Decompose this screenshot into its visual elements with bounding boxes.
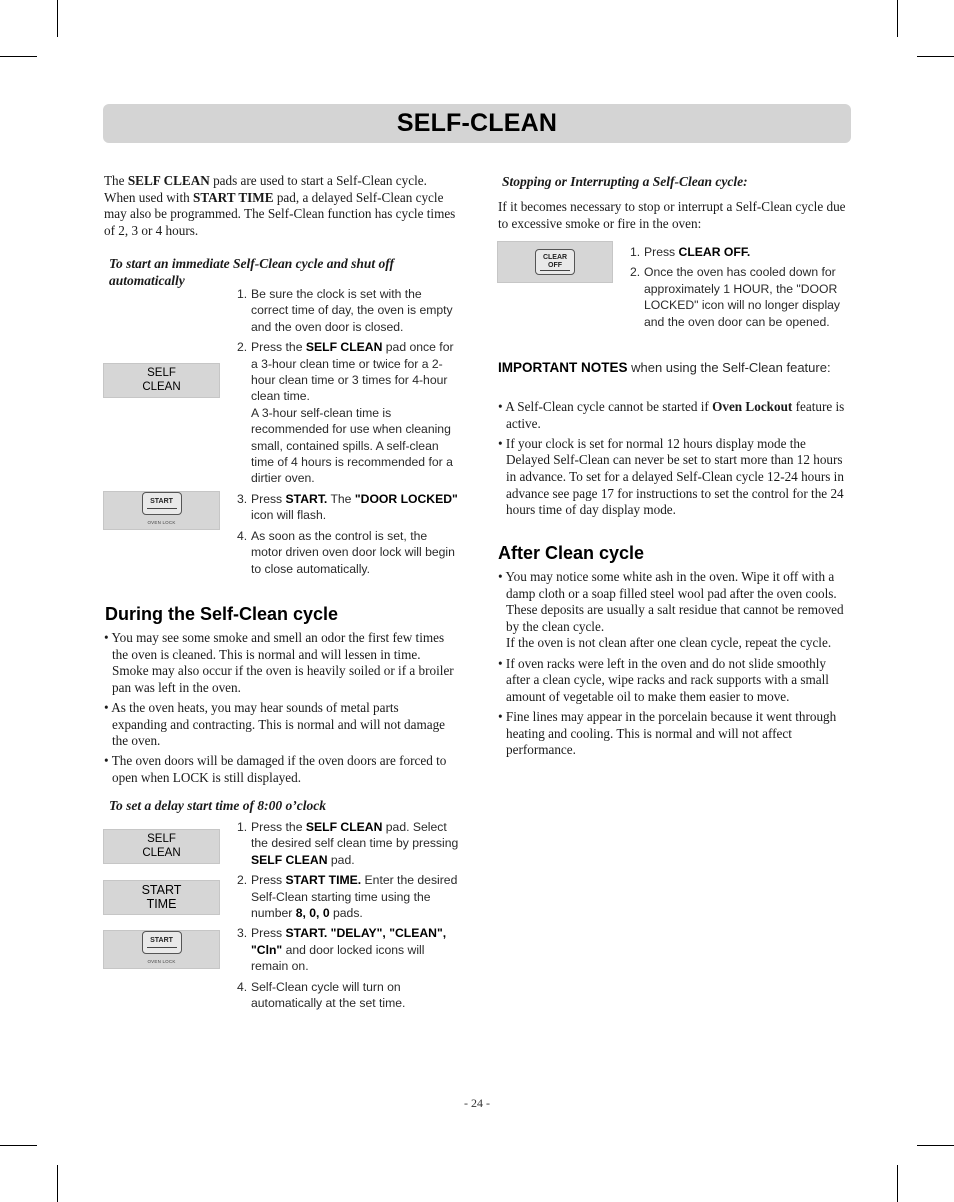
crop-mark <box>0 56 37 57</box>
crop-mark <box>897 1165 898 1202</box>
after-bullets <box>498 569 852 762</box>
step-2: 2. Press START TIME. Enter the desired Self-Clean starting time using the number 8, 0, 0 pads. <box>237 873 458 921</box>
step-2: 2. Once the oven has cooled down for approximately 1 HOUR, the "DOOR LOCKED" icon will no longer display and the oven door can be opened. <box>630 265 841 329</box>
self-clean-pad: SELF CLEAN <box>103 829 220 864</box>
step-4: 4. Self-Clean cycle will turn on automatically at the set time. <box>237 979 406 1011</box>
page-number: - 24 - <box>464 1096 490 1110</box>
title-bar <box>103 104 851 143</box>
crop-mark <box>57 0 58 37</box>
list-item: • You may see some smoke and smell an odor the first few times the oven is cleaned. This is normal and will lessen in time. Smoke may also occur if the oven is heavily soiled or if a broiler pan was left in the oven. <box>104 630 454 695</box>
during-bullets <box>104 630 456 790</box>
start-pad <box>103 491 220 530</box>
start-pad <box>103 930 220 969</box>
list-item: • You may notice some white ash in the oven. Wipe it off with a damp cloth or a soap filled steel wool pad after the oven cools. These deposits are usually a salt residue that cannot be removed by the clean cycle. If the oven is not clean after one clean cycle, repeat the cycle. <box>498 569 844 651</box>
immediate-steps <box>237 286 459 577</box>
oven-lock-label: OVEN LOCK <box>147 958 176 964</box>
crop-mark <box>897 0 898 37</box>
list-item: • A Self-Clean cycle cannot be started if Oven Lockout feature is active. <box>498 399 845 431</box>
list-item: • If your clock is set for normal 12 hours display mode the Delayed Self-Clean can never be set to start more than 12 hours in advance. To set for a delayed Self-Clean cycle 12-24 hours in advance see page 17 for instructions to set the control for the 24 hours time of day display mode. <box>498 435 844 518</box>
crop-mark <box>0 1145 37 1146</box>
start-button-icon: START <box>142 492 182 515</box>
intro-paragraph: The SELF CLEAN pads are used to start a Self-Clean cycle. When used with START TIME pad, a delayed Self-Clean cycle may also be programmed. The Self-Clean function has cycle times of 2, 3 or 4 hours. <box>104 173 456 238</box>
list-item: • The oven doors will be damaged if the oven doors are forced to open when LOCK is still displayed. <box>104 753 447 785</box>
step-3: 3. Press START. "DELAY", "CLEAN", "Cln" and door locked icons will remain on. <box>237 926 447 974</box>
important-notes-heading: IMPORTANT NOTES when using the Self-Clean feature: <box>498 360 831 375</box>
list-item: • Fine lines may appear in the porcelain because it went through heating and cooling. This is normal and will not affect performance. <box>498 708 837 758</box>
step-1: 1. Press CLEAR OFF. <box>630 245 751 259</box>
step-2: 2. Press the SELF CLEAN pad once for a 3-hour clean time or twice for a 2-hour clean time or 3 times for 4-hour clean time. A 3-hour self-clean time is recommended for use when cleaning small, contained spills. A self-clean time of 4 hours is recommended for a dirtier oven. <box>237 340 454 486</box>
stopping-text: If it becomes necessary to stop or interrupt a Self-Clean cycle due to excessive smoke or fire in the oven: <box>498 199 846 231</box>
delay-steps <box>237 819 459 1011</box>
step-1: 1. Be sure the clock is set with the correct time of day, the oven is empty and the oven door is closed. <box>237 287 453 334</box>
step-3: 3. Press START. The "DOOR LOCKED" icon will flash. <box>237 491 458 523</box>
crop-mark <box>917 56 954 57</box>
immediate-heading: To start an immediate Self-Clean cycle and shut off automatically <box>109 256 395 288</box>
page-title: SELF-CLEAN <box>396 109 558 137</box>
list-item: • As the oven heats, you may hear sounds of metal parts expanding and contracting. This is normal and will not damage the oven. <box>104 699 446 749</box>
step-4: 4. As soon as the control is set, the motor driven oven door lock will begin to close automatically. <box>237 528 455 576</box>
oven-lock-label: OVEN LOCK <box>147 519 176 525</box>
stopping-heading: Stopping or Interrupting a Self-Clean cycle: <box>502 174 748 189</box>
important-bullets <box>498 399 850 522</box>
list-item: • If oven racks were left in the oven and do not slide smoothly after a clean cycle, wipe racks and rack supports with a small amount of vegetable oil to make them easier to move. <box>498 655 829 704</box>
crop-mark <box>57 1165 58 1202</box>
step-1: 1. Press the SELF CLEAN pad. Select the desired self clean time by pressing SELF CLEAN pad. <box>237 820 459 867</box>
stopping-steps <box>630 244 845 330</box>
crop-mark <box>917 1145 954 1146</box>
self-clean-pad: SELF CLEAN <box>103 363 220 398</box>
clear-off-button-icon: CLEAR OFF <box>535 249 575 275</box>
after-heading: After Clean cycle <box>498 543 645 563</box>
during-heading: During the Self-Clean cycle <box>105 604 339 624</box>
clear-off-pad <box>497 241 613 283</box>
delay-heading: To set a delay start time of 8:00 o’clock <box>109 798 326 813</box>
start-button-icon: START <box>142 931 182 954</box>
start-time-pad: START TIME <box>103 880 220 915</box>
